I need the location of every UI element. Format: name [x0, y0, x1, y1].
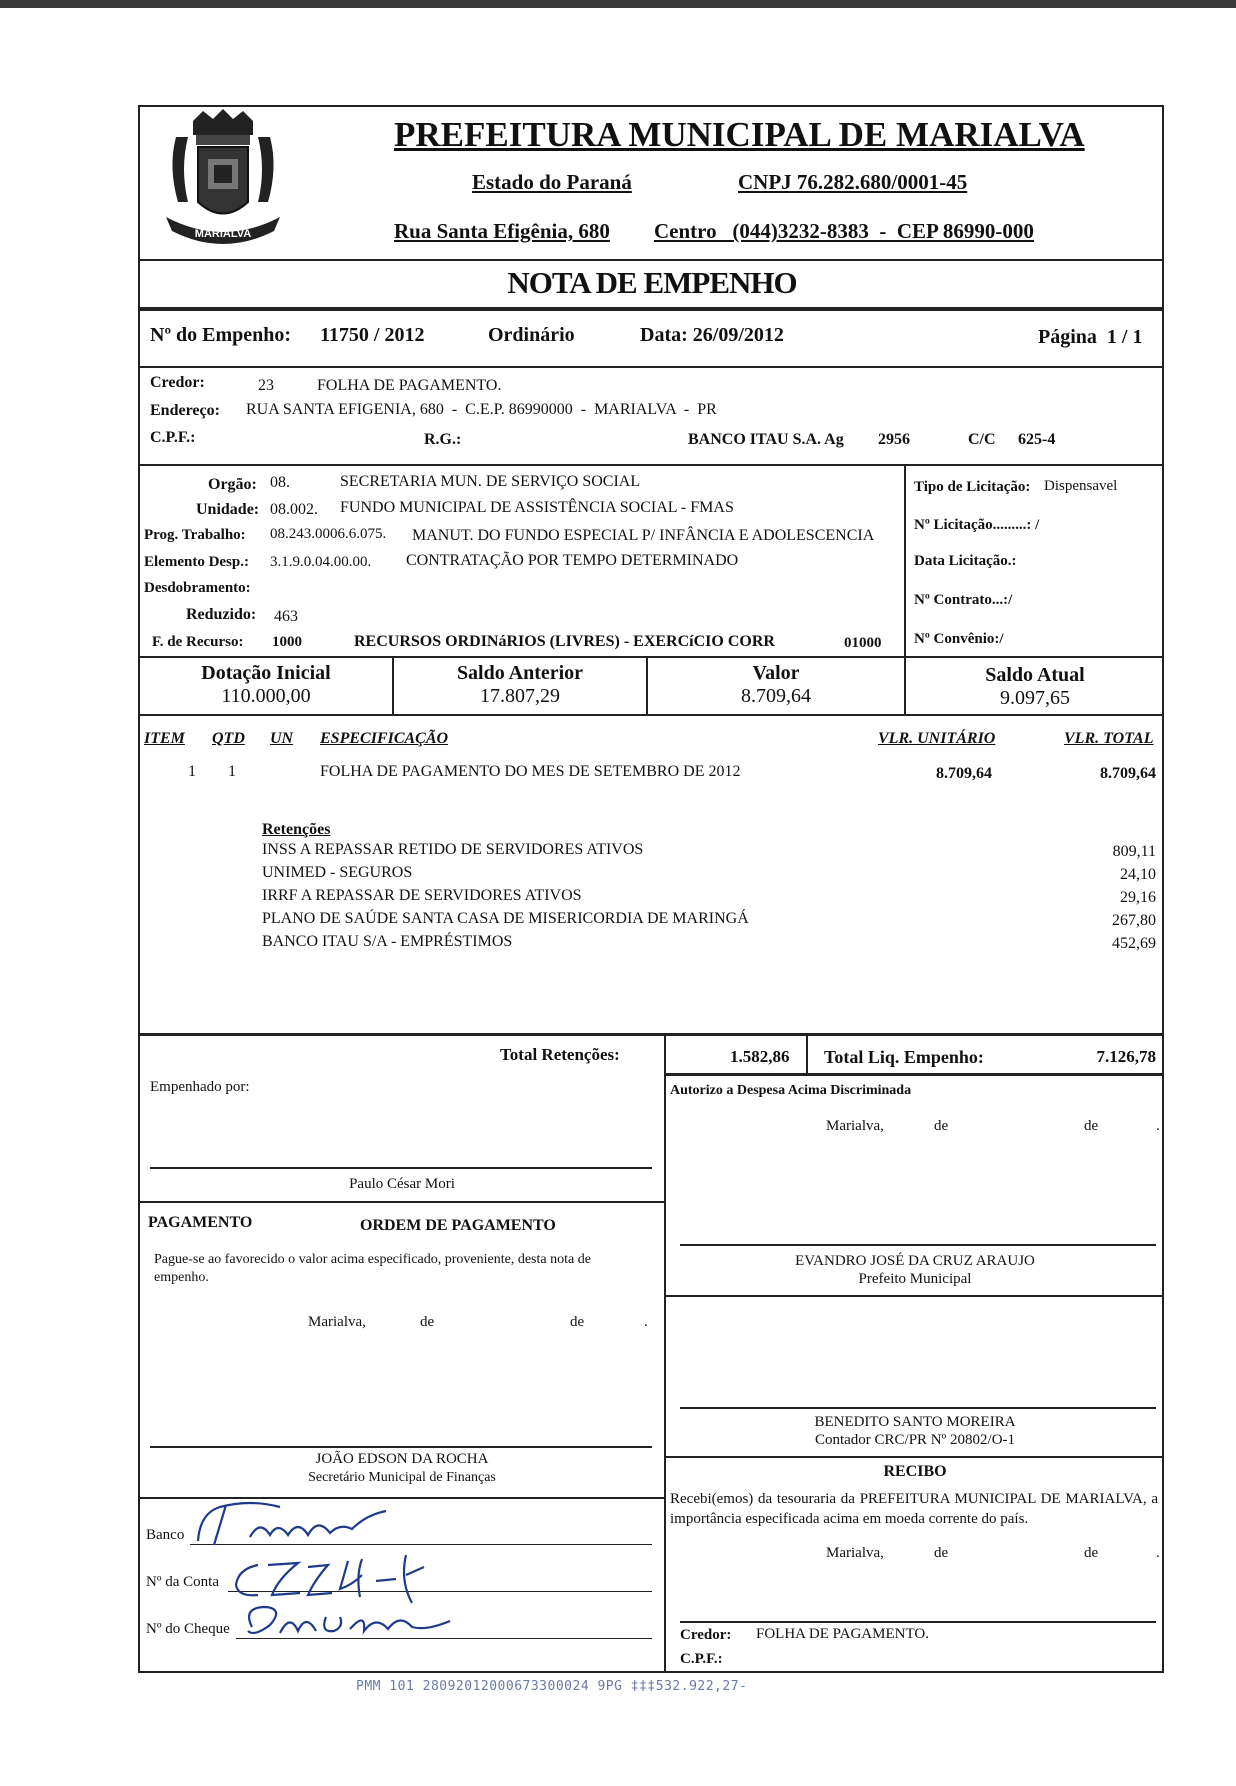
- valor-value: 8.709,64: [741, 685, 811, 707]
- divider: [140, 1201, 664, 1203]
- conta-label: Nº da Conta: [146, 1574, 219, 1590]
- empenhado-name: Paulo César Mori: [349, 1176, 455, 1192]
- page-number: Página 1 / 1: [1038, 326, 1143, 348]
- signature-line: [680, 1244, 1156, 1246]
- prog-trabalho-name: MANUT. DO FUNDO ESPECIAL P/ INFÂNCIA E ADOLESCENCIA: [412, 527, 875, 544]
- logo-banner-text: MARIALVA: [194, 228, 252, 240]
- retencoes-title: Retenções: [262, 821, 331, 838]
- pagamento-text: Pague-se ao favorecido o valor acima especificado, proveniente, desta nota de empenho.: [154, 1252, 591, 1285]
- document-title: NOTA DE EMPENHO: [507, 265, 797, 300]
- retencao-value: 267,80: [1112, 912, 1156, 929]
- divider: [140, 464, 1164, 466]
- orgao-code: 08.: [270, 474, 290, 491]
- total-retencoes-value: 1.582,86: [730, 1047, 790, 1066]
- pagamento-label: PAGAMENTO: [148, 1214, 253, 1231]
- autorizo-dot: .: [1156, 1118, 1160, 1134]
- empenho-number: 11750 / 2012: [320, 324, 425, 346]
- autorizo-city: Marialva,: [826, 1118, 884, 1134]
- cc-number: 625-4: [1018, 431, 1056, 448]
- cpf-label: C.P.F.:: [150, 429, 196, 446]
- recurso-label: F. de Recurso:: [152, 634, 244, 650]
- recurso-name: RECURSOS ORDINáRIOS (LIVRES) - EXERCíCIO CORR: [354, 633, 775, 650]
- tipo-licitacao-label: Tipo de Licitação:: [914, 479, 1031, 495]
- empenho-type: Ordinário: [488, 324, 575, 346]
- saldo-atual: [906, 664, 1164, 710]
- total-retencoes-label: Total Retenções:: [500, 1045, 620, 1064]
- credor-address: RUA SANTA EFIGENIA, 680 - C.E.P. 86990000 - MARIALVA - PR: [246, 401, 717, 418]
- orgao-label: Orgão:: [208, 476, 257, 493]
- divider: [140, 656, 1164, 658]
- saldo-atual-value: 9.097,65: [1000, 687, 1070, 709]
- licitacao-date: Data Licitação.:: [914, 553, 1017, 569]
- autorizo-label: Autorizo a Despesa Acima Discriminada: [670, 1083, 912, 1098]
- retencao-value: 809,11: [1112, 843, 1156, 860]
- divider: [140, 307, 1164, 311]
- saldo-anterior-value: 17.807,29: [480, 685, 560, 707]
- item-total: 8.709,64: [1100, 765, 1156, 782]
- reduzido-value: 463: [274, 608, 298, 625]
- recibo-credor-label: Credor:: [680, 1627, 732, 1643]
- col-total-header: VLR. TOTAL: [1064, 730, 1154, 747]
- retencao-desc: BANCO ITAU S/A - EMPRÉSTIMOS: [262, 933, 513, 950]
- contact-info: Centro (044)3232-8383 - CEP 86990-000: [654, 219, 1034, 243]
- reduzido-label: Reduzido:: [186, 606, 257, 623]
- street-address: Rua Santa Efigênia, 680: [394, 219, 610, 243]
- prog-trabalho-label: Prog. Trabalho:: [144, 527, 246, 543]
- total-liquido-label: Total Liq. Empenho:: [824, 1047, 984, 1067]
- empenho-number-label: Nº do Empenho:: [150, 324, 292, 346]
- total-liquido-value: 7.126,78: [1096, 1047, 1156, 1066]
- item-qtd: 1: [228, 763, 236, 780]
- recibo-text: Recebi(emos) da tesouraria da PREFEITURA MUNICIPAL DE MARIALVA, a importância especificada acima em moeda corrente do país.: [670, 1491, 1158, 1527]
- cnpj-label: CNPJ 76.282.680/0001-45: [738, 170, 968, 194]
- saldo-atual-label: Saldo Atual: [985, 664, 1085, 686]
- recurso-number: 01000: [844, 635, 882, 651]
- tipo-licitacao-value: Dispensavel: [1044, 478, 1118, 494]
- prog-trabalho-code: 08.243.0006.6.075.: [270, 526, 387, 542]
- secretario-name: JOÃO EDSON DA ROCHA: [315, 1451, 489, 1467]
- address-label: Endereço:: [150, 402, 220, 419]
- signature-line: [150, 1446, 652, 1448]
- item-spec: FOLHA DE PAGAMENTO DO MES DE SETEMBRO DE 2012: [320, 763, 741, 780]
- empenho-date: Data: 26/09/2012: [640, 324, 784, 346]
- valor: [648, 662, 904, 708]
- recibo-credor-value: FOLHA DE PAGAMENTO.: [756, 1626, 929, 1642]
- recibo-de2: de: [1084, 1545, 1099, 1561]
- item-unit-price: 8.709,64: [936, 765, 992, 782]
- unidade-label: Unidade:: [196, 501, 260, 518]
- pagamento-dot: .: [644, 1314, 648, 1330]
- cc-label: C/C: [968, 431, 996, 448]
- col-un-header: UN: [270, 730, 294, 747]
- divider: [664, 1456, 1164, 1458]
- credor-code: 23: [258, 377, 274, 394]
- signature-line: [150, 1167, 652, 1169]
- divider: [140, 714, 1164, 716]
- convenio-number: Nº Convênio:/: [914, 631, 1004, 647]
- divider: [140, 1033, 1164, 1036]
- retencao-value: 452,69: [1112, 935, 1156, 952]
- divider: [140, 366, 1164, 368]
- elemento-name: CONTRATAÇÃO POR TEMPO DETERMINADO: [406, 552, 739, 569]
- recibo-cpf-label: C.P.F.:: [680, 1651, 723, 1667]
- state-label: Estado do Paraná: [472, 170, 632, 194]
- elemento-label: Elemento Desp.:: [144, 554, 249, 570]
- retencao-desc: PLANO DE SAÚDE SANTA CASA DE MISERICORDIA DE MARINGÁ: [262, 910, 749, 927]
- recibo-city: Marialva,: [826, 1545, 884, 1561]
- bank-agency: 2956: [878, 431, 910, 448]
- signature-line: [680, 1621, 1156, 1623]
- item-number: 1: [188, 763, 196, 780]
- table-row: [140, 759, 1164, 783]
- saldo-anterior: [394, 662, 646, 708]
- orgao-name: SECRETARIA MUN. DE SERVIÇO SOCIAL: [340, 473, 641, 490]
- contrato-number: Nº Contrato...:/: [914, 592, 1013, 608]
- saldo-anterior-label: Saldo Anterior: [456, 662, 584, 684]
- prefeito-role: Prefeito Municipal: [858, 1271, 972, 1287]
- empenhado-label: Empenhado por:: [150, 1079, 250, 1095]
- ordem-pagamento-label: ORDEM DE PAGAMENTO: [360, 1217, 556, 1234]
- credor-name: FOLHA DE PAGAMENTO.: [317, 377, 502, 394]
- retencao-value: 29,16: [1120, 889, 1156, 906]
- valor-label: Valor: [752, 662, 800, 684]
- col-unit-price-header: VLR. UNITÁRIO: [878, 730, 996, 747]
- autorizo-de1: de: [934, 1118, 949, 1134]
- contador-role: Contador CRC/PR Nº 20802/O-1: [814, 1432, 1016, 1448]
- col-qtd-header: QTD: [212, 730, 245, 747]
- scan-top-edge: [0, 0, 1236, 8]
- licitacao-number: Nº Licitação.........: /: [914, 517, 1040, 533]
- recibo-title: RECIBO: [883, 1463, 947, 1480]
- retencao-desc: IRRF A REPASSAR DE SERVIDORES ATIVOS: [262, 887, 582, 904]
- signature-line: [680, 1407, 1156, 1409]
- cheque-label: Nº do Cheque: [146, 1621, 230, 1637]
- prefeito-name: EVANDRO JOSÉ DA CRUZ ARAUJO: [795, 1253, 1035, 1269]
- secretario-role: Secretário Municipal de Finanças: [308, 1470, 496, 1485]
- col-item-header: ITEM: [144, 730, 185, 747]
- divider: [664, 1073, 1164, 1076]
- divider: [664, 1035, 666, 1075]
- pagamento-de2: de: [570, 1314, 585, 1330]
- elemento-code: 3.1.9.0.04.00.00.: [270, 554, 372, 570]
- divider: [664, 1295, 1164, 1297]
- dotacao-inicial-label: Dotação Inicial: [201, 662, 331, 684]
- retencao-value: 24,10: [1120, 866, 1156, 883]
- rg-label: R.G.:: [424, 431, 462, 448]
- autorizo-de2: de: [1084, 1118, 1099, 1134]
- recibo-de1: de: [934, 1545, 949, 1561]
- divider: [664, 1073, 666, 1673]
- divider: [806, 1035, 808, 1073]
- banco-handwriting: [190, 1493, 400, 1553]
- dotacao-inicial-value: 110.000,00: [221, 685, 311, 707]
- unidade-code: 08.002.: [270, 501, 318, 518]
- municipal-coat-of-arms-logo: [148, 107, 298, 257]
- footer-control-code: PMM 101 28092012000673300024 9PG ‡‡‡532.922,27-: [356, 1679, 748, 1694]
- bank-name: BANCO ITAU S.A. Ag: [688, 431, 844, 448]
- retencao-desc: INSS A REPASSAR RETIDO DE SERVIDORES ATIVOS: [262, 841, 644, 858]
- recibo-dot: .: [1156, 1545, 1160, 1561]
- retencao-desc: UNIMED - SEGUROS: [262, 864, 413, 881]
- municipality-title: PREFEITURA MUNICIPAL DE MARIALVA: [394, 115, 1085, 154]
- credor-label: Credor:: [150, 374, 205, 391]
- pagamento-city: Marialva,: [308, 1314, 366, 1330]
- dotacao-inicial: [140, 662, 392, 708]
- desdobramento-label: Desdobramento:: [144, 580, 251, 596]
- divider: [140, 259, 1164, 261]
- col-spec-header: ESPECIFICAÇÃO: [320, 730, 449, 747]
- banco-label: Banco: [146, 1527, 185, 1543]
- divider: [904, 464, 906, 656]
- nota-de-empenho-form: [138, 105, 1164, 1673]
- unidade-name: FUNDO MUNICIPAL DE ASSISTÊNCIA SOCIAL - FMAS: [340, 499, 734, 516]
- cheque-handwriting: [240, 1593, 460, 1649]
- contador-name: BENEDITO SANTO MOREIRA: [814, 1414, 1016, 1430]
- recurso-code: 1000: [272, 634, 302, 650]
- pagamento-de1: de: [420, 1314, 435, 1330]
